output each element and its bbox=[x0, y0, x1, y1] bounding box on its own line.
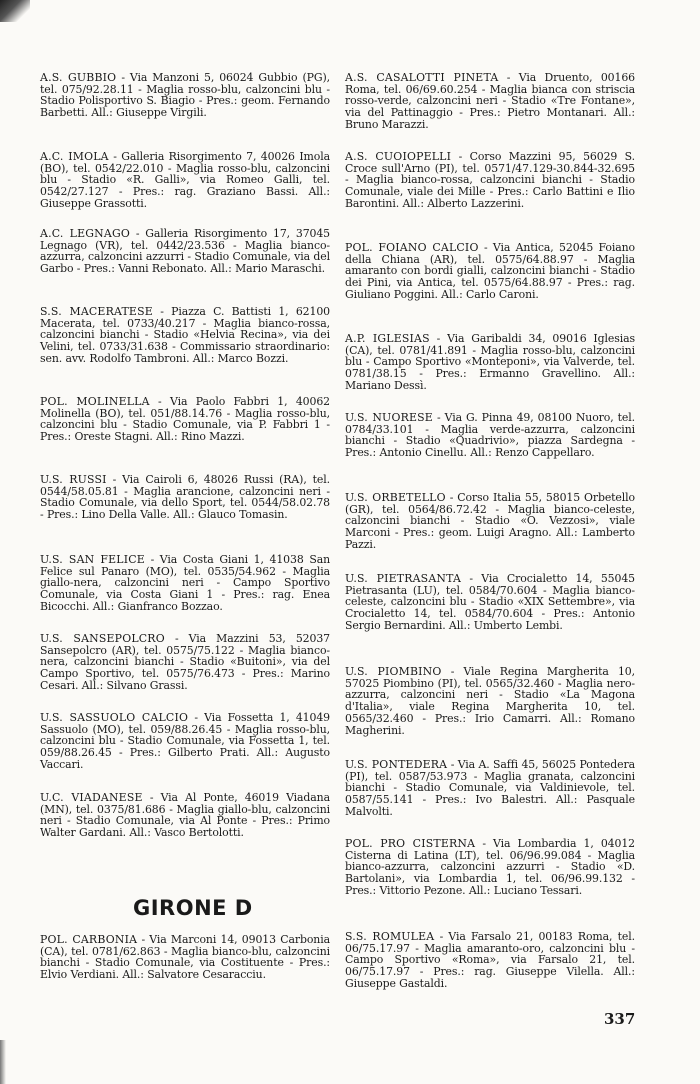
club-details: - Via Cairoli 6, 48026 Russi (RA), tel. 0544/58.05.81 - Maglia arancione, calzoncini neri - Stadio Comunale, via dello Sport, tel. 0544/58.02.78 - Pres.: Lino Della Valle. All.: Glauco Tomasin. bbox=[40, 473, 330, 522]
club-entry bbox=[40, 934, 330, 981]
club-name: U.C. VIADANESE bbox=[40, 791, 143, 804]
scan-corner-mark bbox=[0, 0, 30, 22]
club-entry bbox=[345, 151, 635, 210]
club-name: A.S. CUOIOPELLI bbox=[345, 150, 452, 163]
club-entry bbox=[40, 712, 330, 771]
club-entry bbox=[40, 72, 330, 119]
scan-edge-shadow bbox=[0, 1040, 6, 1084]
club-name: POL. MOLINELLA bbox=[40, 395, 150, 408]
club-entry bbox=[345, 492, 635, 551]
club-entry bbox=[40, 228, 330, 275]
club-entry bbox=[40, 151, 330, 210]
club-entry bbox=[345, 242, 635, 301]
club-name: S.S. ROMULEA bbox=[345, 930, 435, 943]
club-details: - Via Manzoni 5, 06024 Gubbio (PG), tel. 075/92.28.11 - Maglia rosso-blu, calzoncini blu - Stadio Polisportivo S. Biagio - Pres.: geom. Fernando Barbetti. All.: Giuseppe Virgili. bbox=[40, 71, 330, 120]
club-entry bbox=[345, 333, 635, 392]
club-entry bbox=[345, 412, 635, 459]
club-name: A.C. IMOLA bbox=[40, 150, 109, 163]
club-details: - Via Antica, 52045 Foiano della Chiana (AR), tel. 0575/64.88.97 - Maglia amaranto con bordi gialli, calzoncini bianchi - Stadio dei Pini, via Antica, tel. 0575/64.88.97 - Pres.: rag. Giuliano Poggini. All.: Carlo Caroni. bbox=[345, 241, 635, 301]
club-entry bbox=[40, 792, 330, 839]
club-name: U.S. PONTEDERA bbox=[345, 758, 448, 771]
club-name: A.S. GUBBIO bbox=[40, 71, 117, 84]
club-details: - Via Al Ponte, 46019 Viadana (MN), tel. 0375/81.686 - Maglia giallo-blu, calzoncini neri - Stadio Comunale, via Al Ponte - Pres.: Primo Walter Gardani. All.: Vasco Bertolotti. bbox=[40, 791, 330, 840]
club-name: U.S. SANSEPOLCRO bbox=[40, 632, 165, 645]
club-details: - Via Paolo Fabbri 1, 40062 Molinella (BO), tel. 051/88.14.76 - Maglia rosso-blu, calzoncini blu - Stadio Comunale, via P. Fabbri 1 - Pres.: Oreste Stagni. All.: Rino Mazzi. bbox=[40, 395, 330, 444]
club-name: A.S. CASALOTTI PINETA bbox=[345, 71, 499, 84]
club-entry bbox=[40, 396, 330, 443]
club-details: - Via A. Saffi 45, 56025 Pontedera (PI), tel. 0587/53.973 - Maglia granata, calzoncini bianchi - Stadio Comunale, via Valdinievole, tel. 0587/55.141 - Pres.: Ivo Balestri. All.: Pasquale Malvolti. bbox=[345, 758, 635, 818]
club-entry bbox=[40, 474, 330, 521]
club-name: U.S. RUSSI bbox=[40, 473, 107, 486]
club-entry bbox=[345, 666, 635, 736]
club-name: U.S. ORBETELLO bbox=[345, 491, 446, 504]
club-details: - Via Garibaldi 34, 09016 Iglesias (CA), tel. 0781/41.891 - Maglia rosso-blu, calzoncini blu - Campo Sportivo «Monteponi», via Valverde, tel. 0781/38.15 - Pres.: Ermanno Gravellino. All.: Mariano Dessì. bbox=[345, 332, 635, 392]
club-name: POL. CARBONIA bbox=[40, 933, 138, 946]
club-details: - Via Fossetta 1, 41049 Sassuolo (MO), tel. 059/88.26.45 - Maglia rosso-blu, calzoncini blu - Stadio Comunale, via Fossetta 1, tel. 059/88.26.45 - Pres.: Gilberto Prati. All.: Augusto Vaccari. bbox=[40, 711, 330, 771]
club-details: - Piazza C. Battisti 1, 62100 Macerata, tel. 0733/40.217 - Maglia bianco-rossa, calzoncini bianchi - Stadio «Helvia Recina», via dei Velini, tel. 0733/31.638 - Commissario straordinario: sen. avv. Rodolfo Tambroni. All.: Marco Bozzi. bbox=[40, 305, 330, 365]
club-entry bbox=[345, 759, 635, 818]
club-entry bbox=[40, 554, 330, 613]
club-details: - Via Lombardia 1, 04012 Cisterna di Latina (LT), tel. 06/96.99.084 - Maglia bianco-azzurra, calzoncini azzurri - Stadio «D. Bartolani», via Lombardia 1, tel. 06/96.99.132 - Pres.: Vittorio Pezone. All.: Luciano Tessari. bbox=[345, 837, 635, 897]
club-name: U.S. PIOMBINO bbox=[345, 665, 442, 678]
club-name: S.S. MACERATESE bbox=[40, 305, 153, 318]
club-entry bbox=[345, 931, 635, 990]
club-name: U.S. PIETRASANTA bbox=[345, 572, 462, 585]
club-entry bbox=[40, 633, 330, 692]
club-entry bbox=[345, 72, 635, 131]
club-details: - Galleria Risorgimento 7, 40026 Imola (BO), tel. 0542/22.010 - Maglia rosso-blu, calzoncini blu - Stadio «R. Galli», via Romeo Galli, tel. 0542/27.127 - Pres.: rag. Graziano Bassi. All.: Giuseppe Grassotti. bbox=[40, 150, 330, 210]
club-details: - Via Costa Giani 1, 41038 San Felice sul Panaro (MO), tel. 0535/54.962 - Maglia giallo-nera, calzoncini neri - Campo Sportivo Comunale, via Costa Giani 1 - Pres.: rag. Enea Bicocchi. All.: Gianfranco Bozzao. bbox=[40, 553, 330, 613]
club-name: A.C. LEGNAGO bbox=[40, 227, 130, 240]
club-entry bbox=[345, 838, 635, 897]
club-entry bbox=[345, 573, 635, 632]
club-details: - Viale Regina Margherita 10, 57025 Piombino (PI), tel. 0565/32.460 - Maglia nero-azzurra, calzoncini neri - Stadio «La Magona d'Italia», viale Regina Margherita 10, tel. 0565/32.460 - Pres.: Irio Camarri. All.: Romano Magherini. bbox=[345, 665, 635, 737]
club-details: - Galleria Risorgimento 17, 37045 Legnago (VR), tel. 0442/23.536 - Maglia bianco-azzurra, calzoncini azzurri - Stadio Comunale, via del Garbo - Pres.: Vanni Rebonato. All.: Mario Maraschi. bbox=[40, 227, 331, 276]
club-details: - Via Farsalo 21, 00183 Roma, tel. 06/75.17.97 - Maglia amaranto-oro, calzoncini blu - Campo Sportivo «Roma», via Farsalo 21, tel. 06/75.17.97 - Pres.: rag. Giuseppe Vilella. All.: Giuseppe Gastaldi. bbox=[345, 930, 635, 990]
club-name: A.P. IGLESIAS bbox=[345, 332, 430, 345]
club-details: - Corso Mazzini 95, 56029 S. Croce sull'Arno (PI), tel. 0571/47.129-30.844-32.695 - Maglia bianco-rossa, calzoncini bianchi - Stadio Comunale, viale dei Mille - Pres.: Carlo Battini e Ilio Barontini. All.: Alberto Lazzerini. bbox=[345, 150, 635, 210]
club-details: - Via G. Pinna 49, 08100 Nuoro, tel. 0784/33.101 - Maglia verde-azzurra, calzoncini bianchi - Stadio «Quadrivio», piazza Sardegna - Pres.: Antonio Cinellu. All.: Renzo Cappellaro. bbox=[345, 411, 635, 460]
club-details: - Via Druento, 00166 Roma, tel. 06/69.60.254 - Maglia bianca con striscia rosso-verde, calzoncini neri - Stadio «Tre Fontane», via del Pattinaggio - Pres.: Pietro Montanari. All.: Bruno Marazzi. bbox=[345, 71, 636, 131]
club-details: - Via Mazzini 53, 52037 Sansepolcro (AR), tel. 0575/75.122 - Maglia bianco-nera, calzoncini bianchi - Stadio «Buitoni», via del Campo Sportivo, tel. 0575/76.473 - Pres.: Marino Cesari. All.: Silvano Grassi. bbox=[40, 632, 330, 692]
club-name: POL. PRO CISTERNA bbox=[345, 837, 476, 850]
club-name: U.S. SAN FELICE bbox=[40, 553, 145, 566]
club-details: - Via Crocialetto 14, 55045 Pietrasanta (LU), tel. 0584/70.604 - Maglia bianco-celeste, calzoncini blu - Stadio «XIX Settembre», via Crocialetto 14, tel. 0584/70.604 - Pres.: Antonio Sergio Bernardini. All.: Umberto Lembi. bbox=[345, 572, 635, 632]
club-details: - Corso Italia 55, 58015 Orbetello (GR), tel. 0564/86.72.42 - Maglia bianco-celeste, calzoncini bianchi - Stadio «O. Vezzosi», viale Marconi - Pres.: geom. Luigi Aragno. All.: Lamberto Pazzi. bbox=[345, 491, 636, 551]
club-name: POL. FOIANO CALCIO bbox=[345, 241, 479, 254]
club-details: - Via Marconi 14, 09013 Carbonia (CA), tel. 0781/62.863 - Maglia bianco-blu, calzoncini bianchi - Stadio Comunale, via Costituente - Pres.: Elvio Verdiani. All.: Salvatore Cesaracciu. bbox=[40, 933, 330, 982]
club-name: U.S. SASSUOLO CALCIO bbox=[40, 711, 189, 724]
page-number: 337 bbox=[604, 1010, 636, 1028]
club-name: U.S. NUORESE bbox=[345, 411, 433, 424]
section-title: GIRONE D bbox=[133, 896, 253, 920]
club-entry bbox=[40, 306, 330, 365]
